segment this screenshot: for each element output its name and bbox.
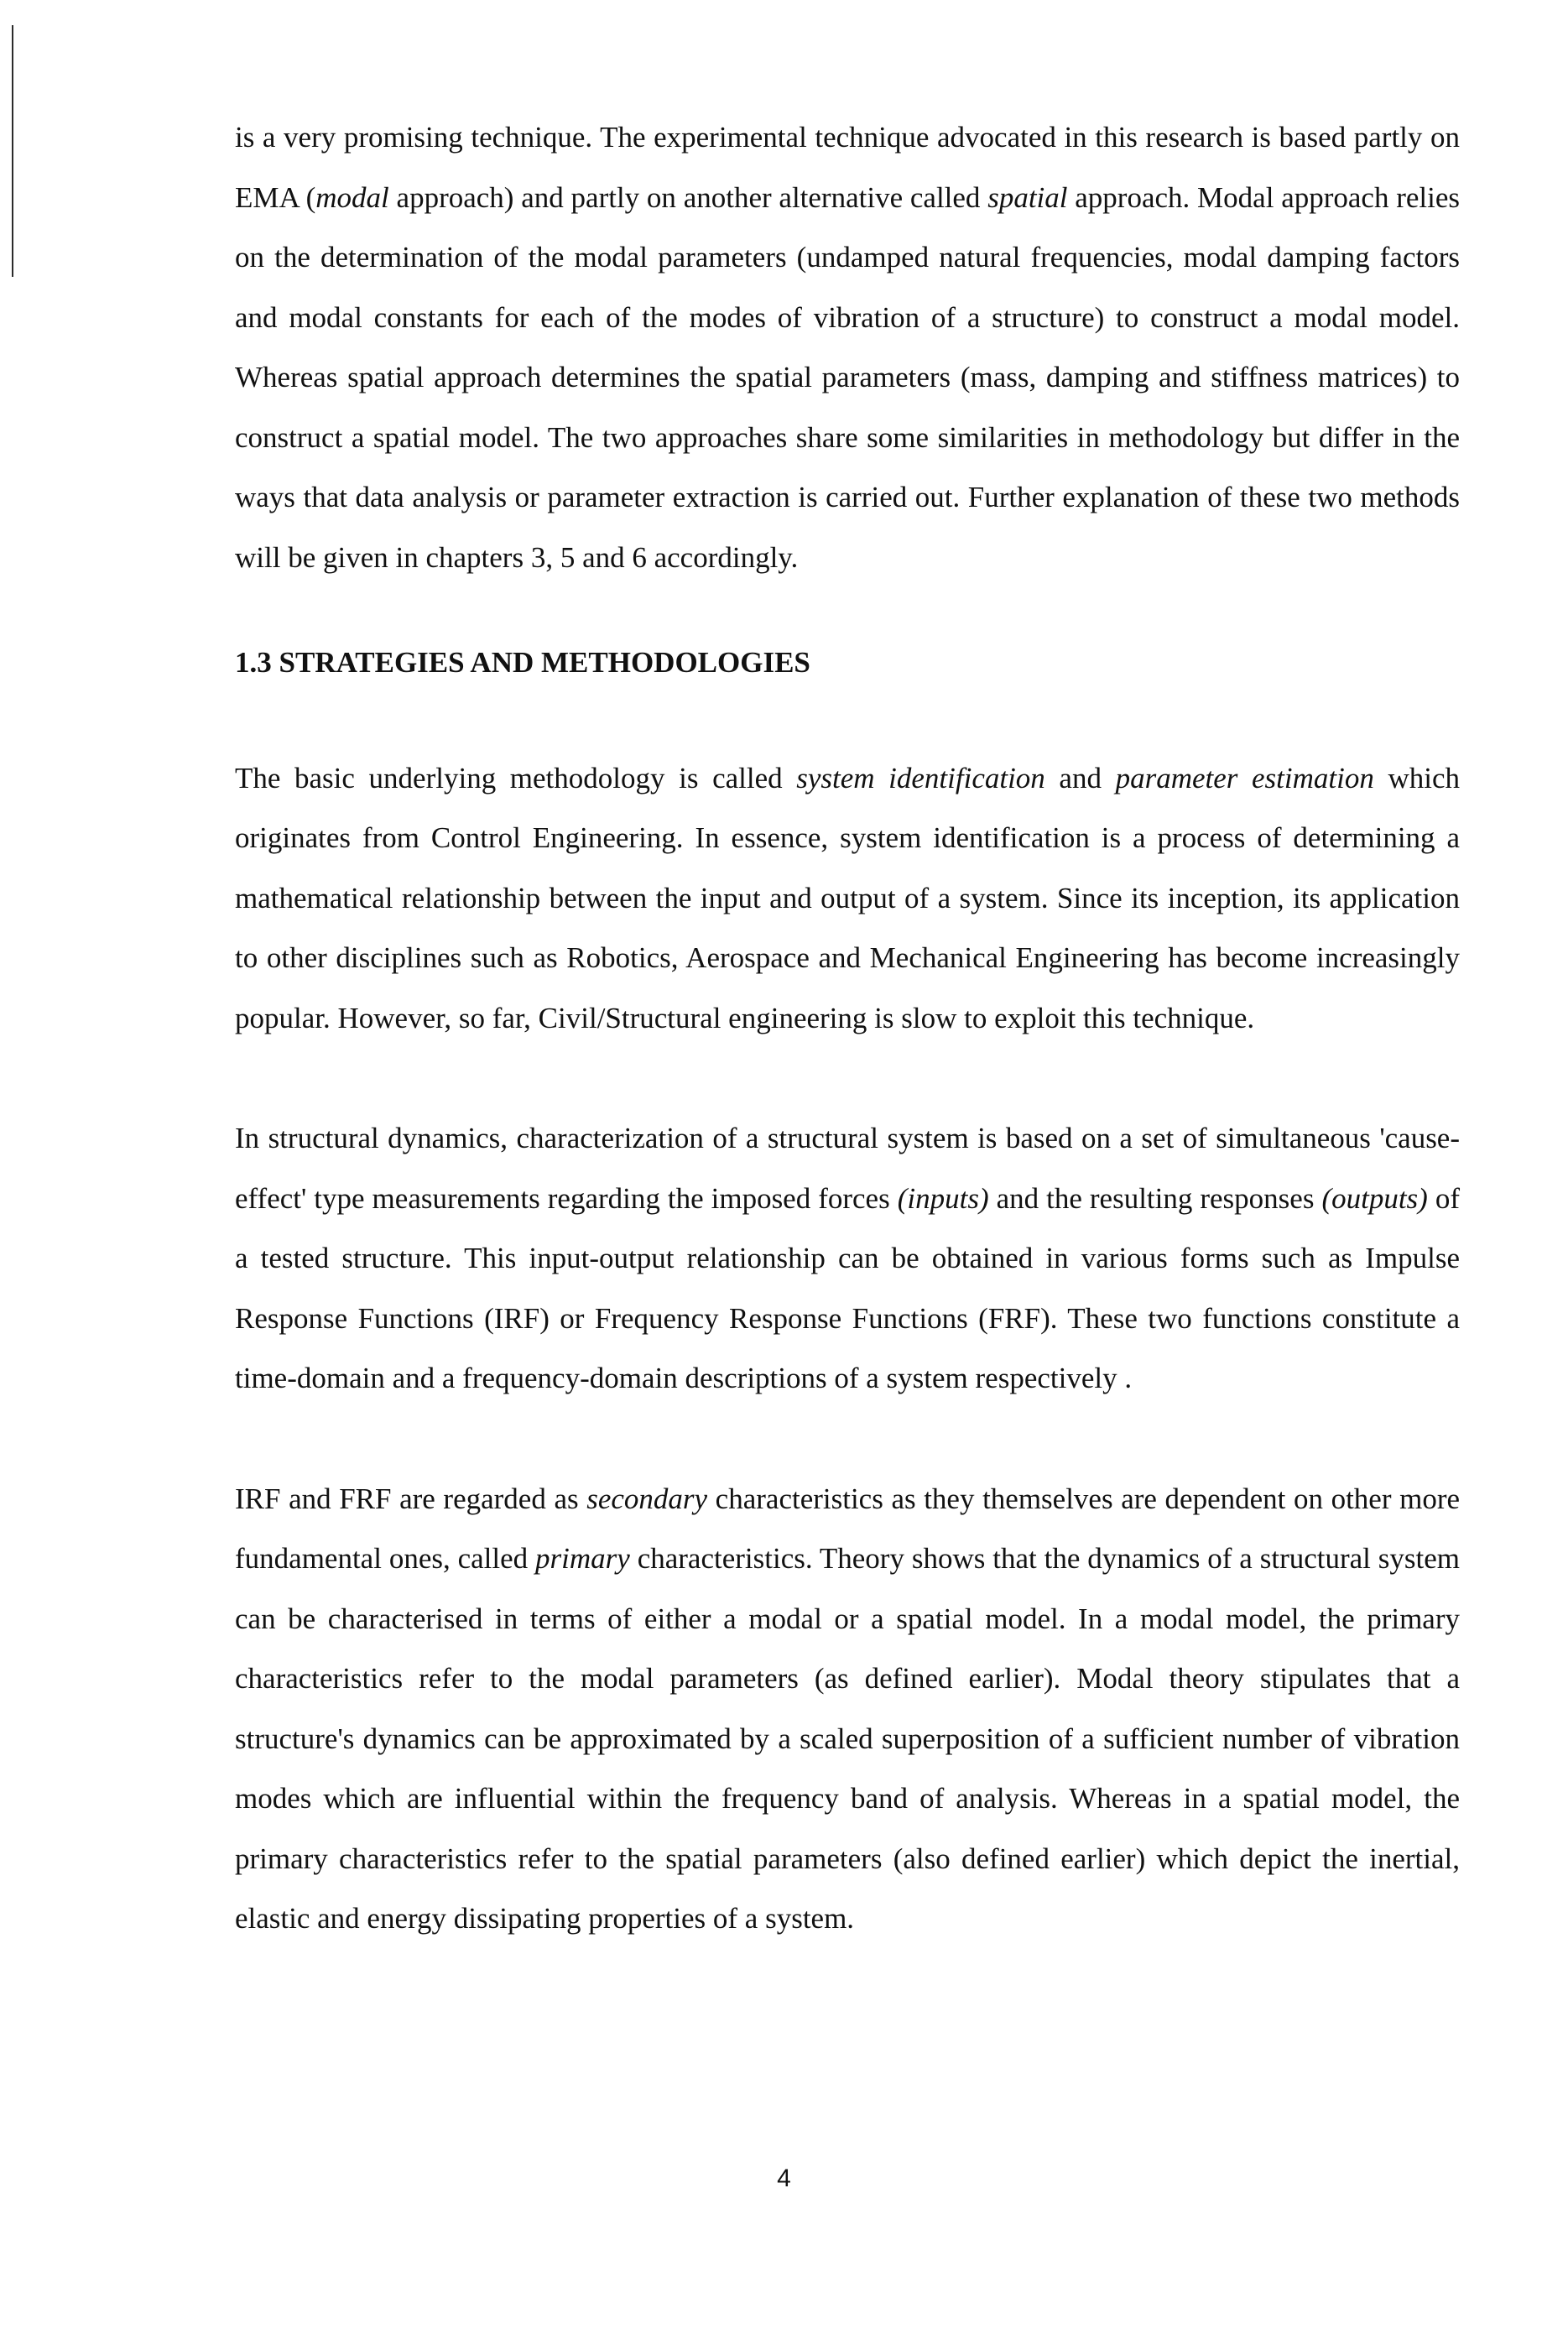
section-heading: 1.3 STRATEGIES AND METHODOLOGIES (235, 646, 810, 679)
emphasis-outputs: (outputs) (1321, 1181, 1428, 1215)
emphasis-system-identification: system identification (796, 761, 1045, 794)
paragraph-continuation: is a very promising technique. The experimental technique advocated in this research is based partly on EMA (modal approach) and partly on another alternative called spatial approach. Modal approach relies on the determination of the modal parameters (undamped natural frequencies, modal damping factors and modal constants for each of the modes of vibration of a structure) to construct a modal model. Whereas spatial approach determines the spatial parameters (mass, damping and stiffness matrices) to construct a spatial model. The two approaches share some similarities in methodology but differ in the ways that data analysis or parameter extraction is carried out. Further explanation of these two methods will be given in chapters 3, 5 and 6 accordingly. (235, 121, 1461, 574)
emphasis-primary: primary (535, 1542, 630, 1575)
page-number: 4 (777, 2165, 791, 2192)
document-body (235, 107, 1460, 1949)
emphasis-modal: modal (315, 180, 389, 214)
paragraph-structural-dynamics: In structural dynamics, characterization of a structural system is based on a set of simultaneous 'cause-effect' type measurements regarding the imposed forces (inputs) and the resulting responses (outputs) of a tested structure. This input-output relationship can be obtained in various forms such as Impulse Response Functions (IRF) or Frequency Response Functions (FRF). These two functions constitute a time-domain and a frequency-domain descriptions of a system respectively . (235, 1122, 1460, 1394)
emphasis-spatial: spatial (987, 180, 1068, 214)
margin-rule (12, 25, 13, 277)
paragraph-methodology: The basic underlying methodology is called system identification and parameter estimation which originates from Control Engineering. In essence, system identification is a process of determining a mathematical relationship between the input and output of a system. Since its inception, its application to other disciplines such as Robotics, Aerospace and Mechanical Engineering has become increasingly popular. However, so far, Civil/Structural engineering is slow to exploit this technique. (235, 761, 1460, 1034)
emphasis-parameter-estimation: parameter estimation (1115, 761, 1374, 794)
emphasis-secondary: secondary (586, 1482, 708, 1515)
paragraph-characteristics: IRF and FRF are regarded as secondary characteristics as they themselves are dependent on other more fundamental ones, called primary characteristics. Theory shows that the dynamics of a structural system can be characterised in terms of either a modal or a spatial model. In a modal model, the primary characteristics refer to the modal parameters (as defined earlier). Modal theory stipulates that a structure's dynamics can be approximated by a scaled superposition of a sufficient number of vibration modes which are influential within the frequency band of analysis. Whereas in a spatial model, the primary characteristics refer to the spatial parameters (also defined earlier) which depict the inertial, elastic and energy dissipating properties of a system. (235, 1482, 1461, 1935)
emphasis-inputs: (inputs) (897, 1181, 989, 1215)
